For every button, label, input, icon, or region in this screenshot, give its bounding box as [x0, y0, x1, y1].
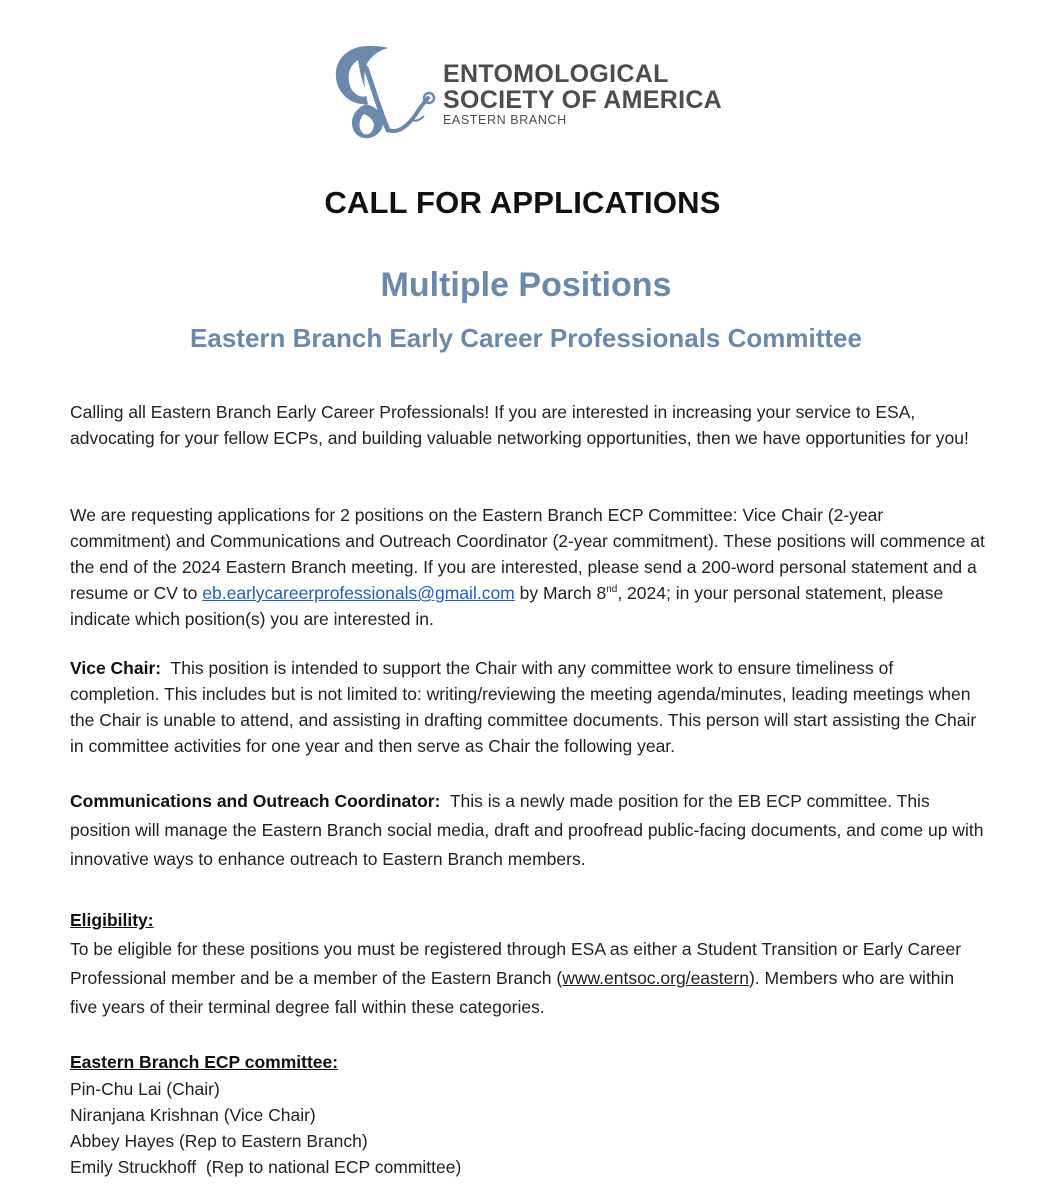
request-text: We are requesting applications for 2 positions on the Eastern Branch ECP Committee: Vice Chair (2-year commitment) and Communications and Outreach Coordinator (2-year commitment). These positions will commence at the end of the 2024 Eastern Branch meeting. If you are interested, please send a 200-word personal statement and a resume or CV to	[70, 505, 985, 603]
butterfly-logo-icon	[328, 38, 440, 148]
eligibility-heading: Eligibility:	[70, 910, 154, 930]
committee-member: Abbey Hayes (Rep to Eastern Branch)	[70, 1131, 368, 1151]
eligibility-section	[70, 906, 985, 1022]
comms-text: This is a newly made position for the EB ECP committee. This position will manage the Eastern Branch social media, draft and proofread public-facing documents, and come up with innovative ways to enhance outreach to Eastern Branch members.	[70, 791, 989, 869]
page-subtitle: Multiple Positions	[380, 266, 672, 304]
intro-paragraph: Calling all Eastern Branch Early Career Professionals! If you are interested in increasing your service to ESA, advocating for your fellow ECPs, and building valuable networking opportunities, then we have opportunities for you!	[70, 402, 969, 448]
vice-chair-text: This position is intended to support the Chair with any committee work to ensure timeliness of completion. This includes but is not limited to: writing/reviewing the meeting agenda/minutes, leading meetings when the Chair is unable to attend, and assisting in drafting committee documents. This person will start assisting the Chair in committee activities for one year and then serve as Chair the following year.	[70, 658, 982, 756]
committee-member: Emily Struckhoff (Rep to national ECP committee)	[70, 1157, 462, 1177]
logo-org-name-line2: SOCIETY OF AMERICA	[443, 86, 723, 114]
logo-branch-name: EASTERN BRANCH	[443, 113, 567, 127]
page-title: CALL FOR APPLICATIONS	[324, 185, 721, 220]
eligibility-text-start: To be eligible for these positions you must be registered through ESA as either a Student Transition or Early Career Professional member and be a member of the Eastern Branch (	[70, 939, 962, 988]
committee-name: Eastern Branch Early Career Professionals Committee	[190, 323, 862, 353]
committee-heading: Eastern Branch ECP committee:	[70, 1052, 339, 1072]
entsoc-link[interactable]: www.entsoc.org/eastern	[562, 968, 749, 988]
request-deadline-text: by March 8	[514, 583, 607, 603]
esa-logo	[328, 38, 748, 148]
comms-paragraph	[70, 787, 989, 874]
eligibility-text-end: ). Members who are within five years of their terminal degree fall within these categories.	[70, 968, 955, 1017]
committee-member: Pin-Chu Lai (Chair)	[70, 1079, 220, 1099]
eligibility-text	[70, 935, 985, 1022]
vice-chair-paragraph	[70, 655, 985, 759]
date-suffix: nd	[606, 584, 618, 596]
request-end-text: , 2024; in your personal statement, please indicate which position(s) you are interested in.	[70, 583, 944, 629]
committee-section	[70, 1048, 985, 1180]
request-paragraph	[70, 502, 985, 632]
logo-org-name-line1: ENTOMOLOGICAL	[443, 60, 669, 88]
committee-member: Niranjana Krishnan (Vice Chair)	[70, 1105, 316, 1125]
comms-label: Communications and Outreach Coordinator:	[70, 791, 441, 811]
vice-chair-label: Vice Chair:	[70, 658, 162, 678]
email-link[interactable]: eb.earlycareerprofessionals@gmail.com	[202, 583, 515, 603]
